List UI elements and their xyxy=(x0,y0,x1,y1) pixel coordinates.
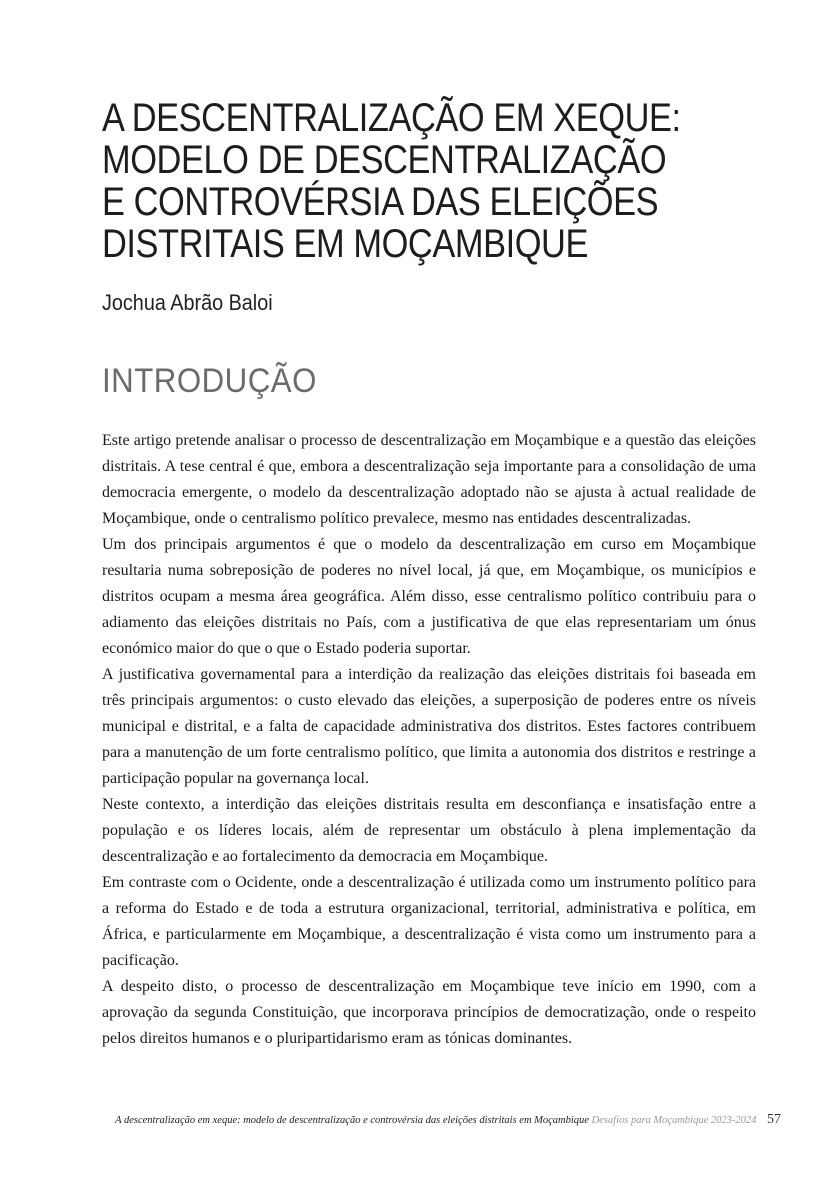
paragraph: Em contraste com o Ocidente, onde a descentralização é utilizada como um instrumento político para a reforma do Estado e de toda a estrutura organizacional, territorial, administrativa e política, em África, e particularmente em Moçambique, a descentralização é vista como um instrumento para a pacificação. xyxy=(102,874,756,969)
title-line: E CONTROVÉRSIA DAS ELEIÇÕES xyxy=(102,180,659,224)
paragraph: A despeito disto, o processo de descentralização em Moçambique teve início em 1990, com a aprovação da segunda Constituição, que incorporava princípios de democratização, onde o respeito pelos direitos humanos e o pluripartidarismo eram as tónicas dominantes. xyxy=(102,978,756,1047)
section-heading: INTRODUÇÃO xyxy=(102,362,317,400)
title-line: MODELO DE DESCENTRALIZAÇÃO xyxy=(102,138,667,182)
series-title: Desafios para Moçambique 2023-2024 xyxy=(591,1115,757,1126)
article-title xyxy=(102,96,681,266)
body-text xyxy=(102,428,756,1052)
author-name: Jochua Abrão Baloi xyxy=(102,290,273,315)
paragraph: Este artigo pretende analisar o processo de descentralização em Moçambique e a questão das eleições distritais. A tese central é que, embora a descentralização seja importante para a consolidação de uma democracia emergente, o modelo da descentralização adoptado não se ajusta à actual realidade de Moçambique, onde o centralismo político prevalece, mesmo nas entidades descentralizadas. xyxy=(102,432,756,527)
page-footer xyxy=(115,1112,781,1128)
page-number: 57 xyxy=(767,1112,781,1127)
title-line: A DESCENTRALIZAÇÃO EM XEQUE: xyxy=(102,96,681,140)
running-title: A descentralização em xeque: modelo de descentralização e controvérsia das eleições distritais em Moçambique xyxy=(115,1115,589,1126)
title-line: DISTRITAIS EM MOÇAMBIQUE xyxy=(102,222,588,266)
paragraph: Um dos principais argumentos é que o modelo da descentralização em curso em Moçambique resultaria numa sobreposição de poderes no nível local, já que, em Moçambique, os municípios e distritos ocupam a mesma área geográfica. Além disso, esse centralismo político contribuiu para o adiamento das eleições distritais no País, com a justificativa de que elas representariam um ónus económico maior do que o que o Estado poderia suportar. xyxy=(102,536,756,657)
paragraph: A justificativa governamental para a interdição da realização das eleições distritais foi baseada em três principais argumentos: o custo elevado das eleições, a superposição de poderes entre os níveis municipal e distrital, e a falta de capacidade administrativa dos distritos. Estes factores contribuem para a manutenção de um forte centralismo político, que limita a autonomia dos distritos e restringe a participação popular na governança local. xyxy=(102,666,756,787)
paragraph: Neste contexto, a interdição das eleições distritais resulta em desconfiança e insatisfação entre a população e os líderes locais, além de representar um obstáculo à plena implementação da descentralização e ao fortalecimento da democracia em Moçambique. xyxy=(102,796,756,865)
